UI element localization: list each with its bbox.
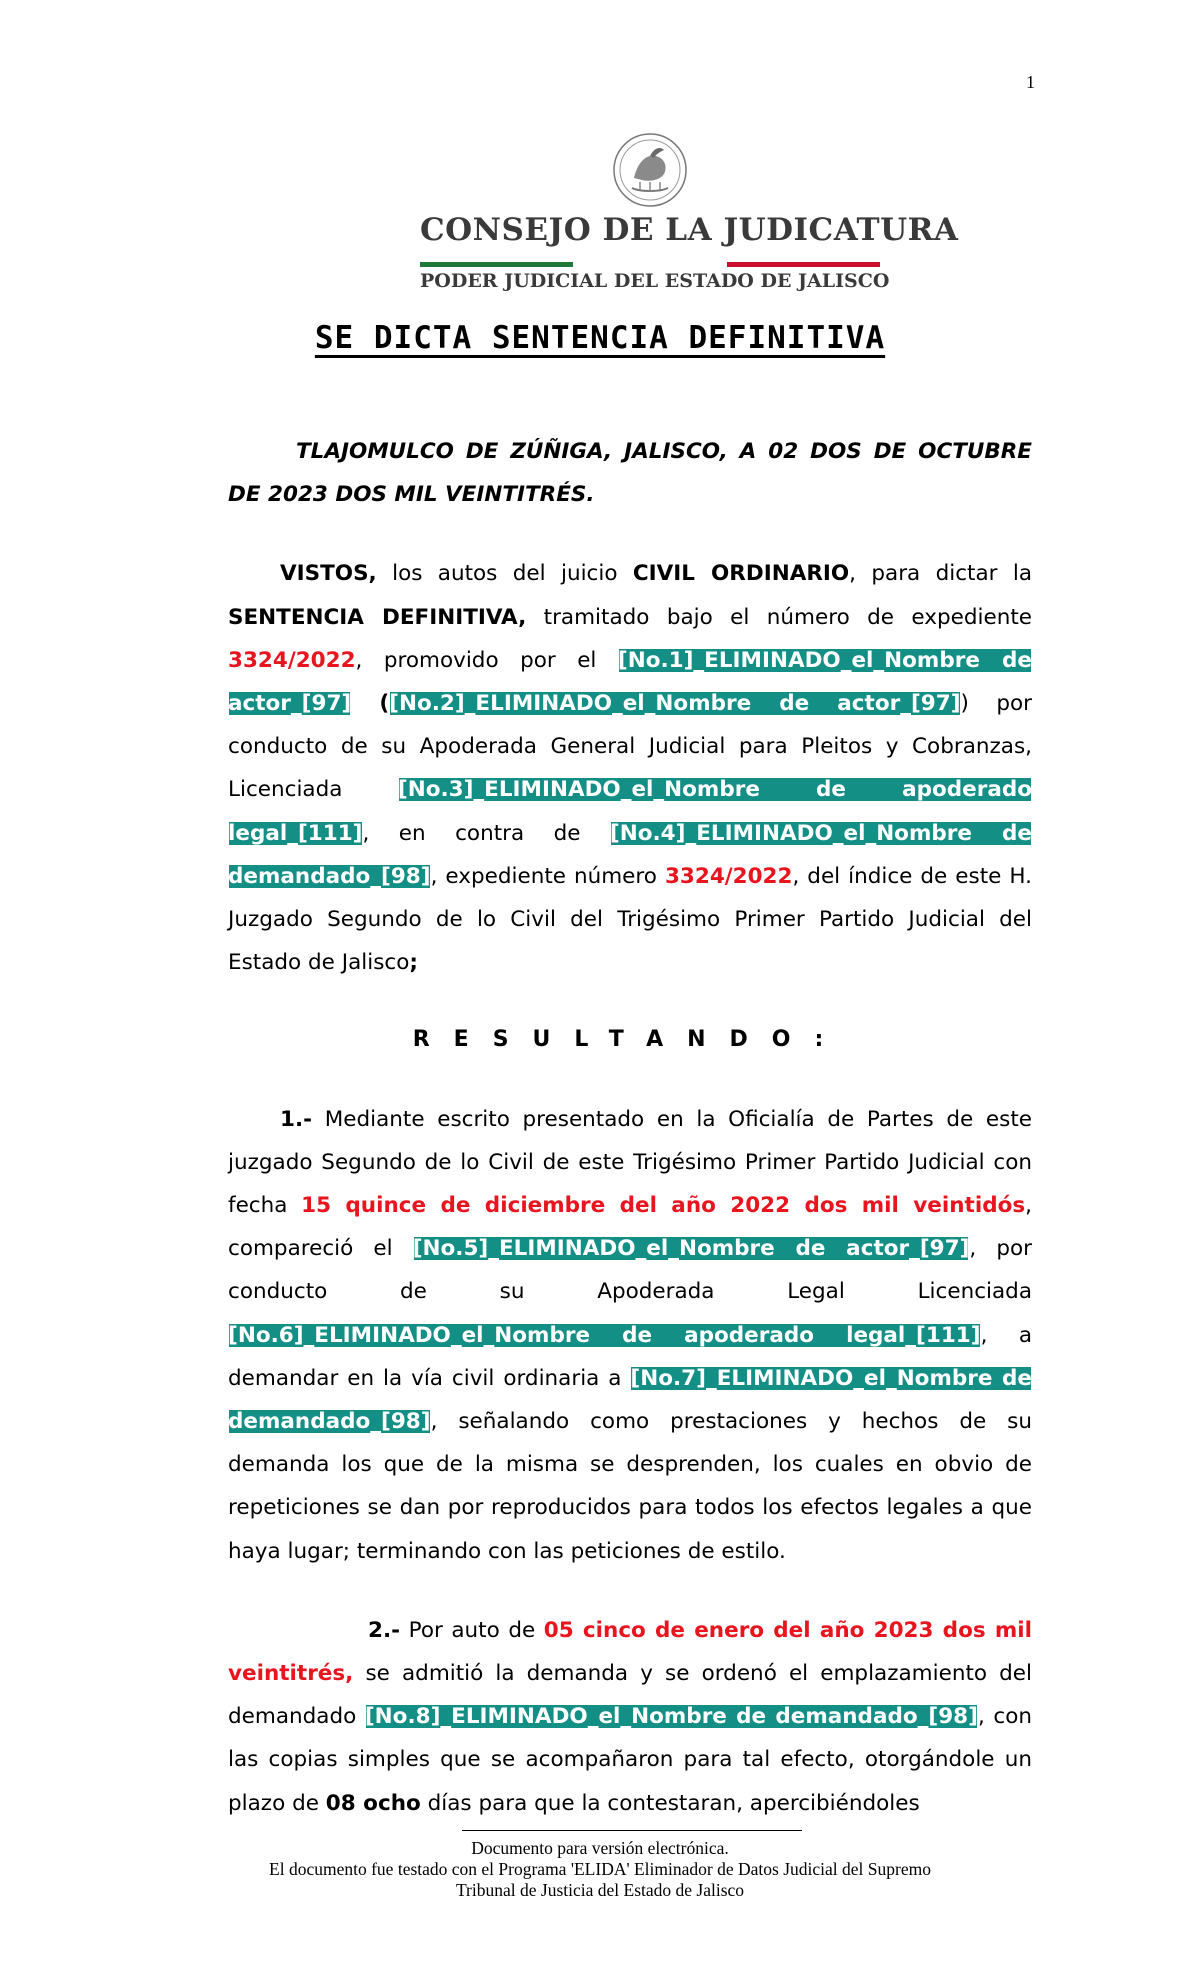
page-number: 1 [1026, 72, 1035, 92]
footer-line-1: Documento para versión electrónica. [471, 1838, 729, 1858]
section-heading-text: RESULTANDO: [412, 1027, 848, 1053]
term-days: 08 ocho [325, 1790, 421, 1816]
redacted-field: [No.6]_ELIMINADO_el_Nombre de apoderado legal_[111] [228, 1322, 981, 1348]
place-date: TLAJOMULCO DE ZÚÑIGA, JALISCO, A 02 DOS DE OCTUBRE DE 2023 DOS MIL VEINTITRÉS. [228, 439, 1032, 508]
footer-line-2: El documento fue testado con el Programa 'ELIDA' Eliminador de Datos Judicial del Supremo [269, 1859, 931, 1879]
document-title [0, 320, 1200, 356]
footer-divider [462, 1830, 802, 1831]
highlighted-date: 15 quince de diciembre del año 2022 dos mil veintidós [301, 1193, 1026, 1219]
text-run: Mediante escrito presentado en la Oficialía de Partes de este juzgado Segundo de lo Civil de este Trigésimo Primer Partido Judicial con fecha [228, 1106, 1032, 1219]
document-body [228, 430, 1032, 1825]
redacted-field: [No.5]_ELIMINADO_el_Nombre de actor_[97] [412, 1236, 970, 1262]
highlighted-date: 05 cinco de enero del año 2023 dos mil veintitrés, [228, 1617, 1032, 1687]
footer-note [0, 1838, 1200, 1901]
text-run: los autos del juicio [376, 561, 633, 587]
redacted-field: [No.4]_ELIMINADO_el_Nombre de demandado_[98] [228, 820, 1032, 889]
text-run: , expediente número [430, 863, 665, 889]
section-heading [228, 1018, 1032, 1061]
text-run: , en contra de [362, 820, 610, 846]
paragraph-number: 1.- [280, 1106, 313, 1132]
redacted-field: [No.8]_ELIMINADO_el_Nombre de demandado_[98] [364, 1704, 978, 1730]
institution-name: CONSEJO DE LA JUDICATURA [420, 212, 959, 248]
flag-stripe-green [420, 262, 573, 267]
redacted-field: [No.7]_ELIMINADO_el_Nombre de demandado_[98] [228, 1365, 1032, 1435]
text-run: tramitado bajo el número de expediente [526, 604, 1032, 630]
text-run: , con las copias simples que se acompañaron para tal efecto, otorgándole un plazo de [228, 1704, 1032, 1816]
text-run: , señalando como prestaciones y hechos de su demanda los que de la misma se desprenden, los cuales en obvio de repeticiones se dan por reproducidos para todos los efectos legales a que haya lugar; terminando con las peticiones de estilo. [228, 1409, 1032, 1564]
text-run: ( [351, 691, 390, 717]
flag-stripe-red [727, 262, 880, 267]
redacted-field: [No.3]_ELIMINADO_el_Nombre de apoderado legal_[111] [228, 777, 1032, 846]
sentence-type: SENTENCIA DEFINITIVA, [228, 604, 527, 630]
vistos-paragraph [228, 552, 1032, 984]
text-run: días para que la contestaran, apercibiéndoles [420, 1790, 920, 1816]
resultando-paragraph-2 [228, 1609, 1032, 1825]
footer-line-3: Tribunal de Justicia del Estado de Jalisco [455, 1880, 745, 1900]
text-run: se admitió la demanda y se ordenó el emplazamiento del demandado [228, 1661, 1032, 1730]
text-run: , para dictar la [849, 561, 1032, 587]
flag-color-bar [420, 262, 880, 267]
mexican-coat-of-arms-icon [610, 130, 690, 210]
vistos-label: VISTOS, [280, 561, 377, 587]
trial-type: CIVIL ORDINARIO [632, 561, 850, 587]
case-number: 3324/2022 [228, 647, 356, 673]
text-run: , compareció el [228, 1193, 1032, 1262]
redacted-field: [No.1]_ELIMINADO_el_Nombre de actor_[97] [228, 647, 1032, 717]
text-run: , del índice de este H. Juzgado Segundo de lo Civil del Trigésimo Primer Partido Judicial del Estado de Jalisco [228, 863, 1032, 976]
text-run: Por auto de [400, 1617, 544, 1643]
text-run: ) por conducto de su Apoderada General Judicial para Pleitos y Cobranzas, Licenciada [228, 691, 1032, 803]
judicature-logo [420, 130, 959, 300]
resultando-paragraph-1 [228, 1098, 1032, 1573]
paragraph-number: 2.- [368, 1617, 401, 1643]
institution-subtitle: PODER JUDICIAL DEL ESTADO DE JALISCO [420, 270, 890, 292]
redacted-field: [No.2]_ELIMINADO_el_Nombre de actor_[97] [389, 691, 961, 717]
document-title-text: SE DICTA SENTENCIA DEFINITIVA [314, 320, 886, 356]
case-number: 3324/2022 [664, 863, 793, 889]
text-run: , por conducto de su Apoderada Legal Licenciada [228, 1236, 1032, 1305]
text-run: ; [409, 950, 418, 976]
flag-stripe-white [573, 262, 726, 267]
text-run: , promovido por el [355, 647, 618, 673]
text-run: , a demandar en la vía civil ordinaria a [228, 1322, 1032, 1391]
